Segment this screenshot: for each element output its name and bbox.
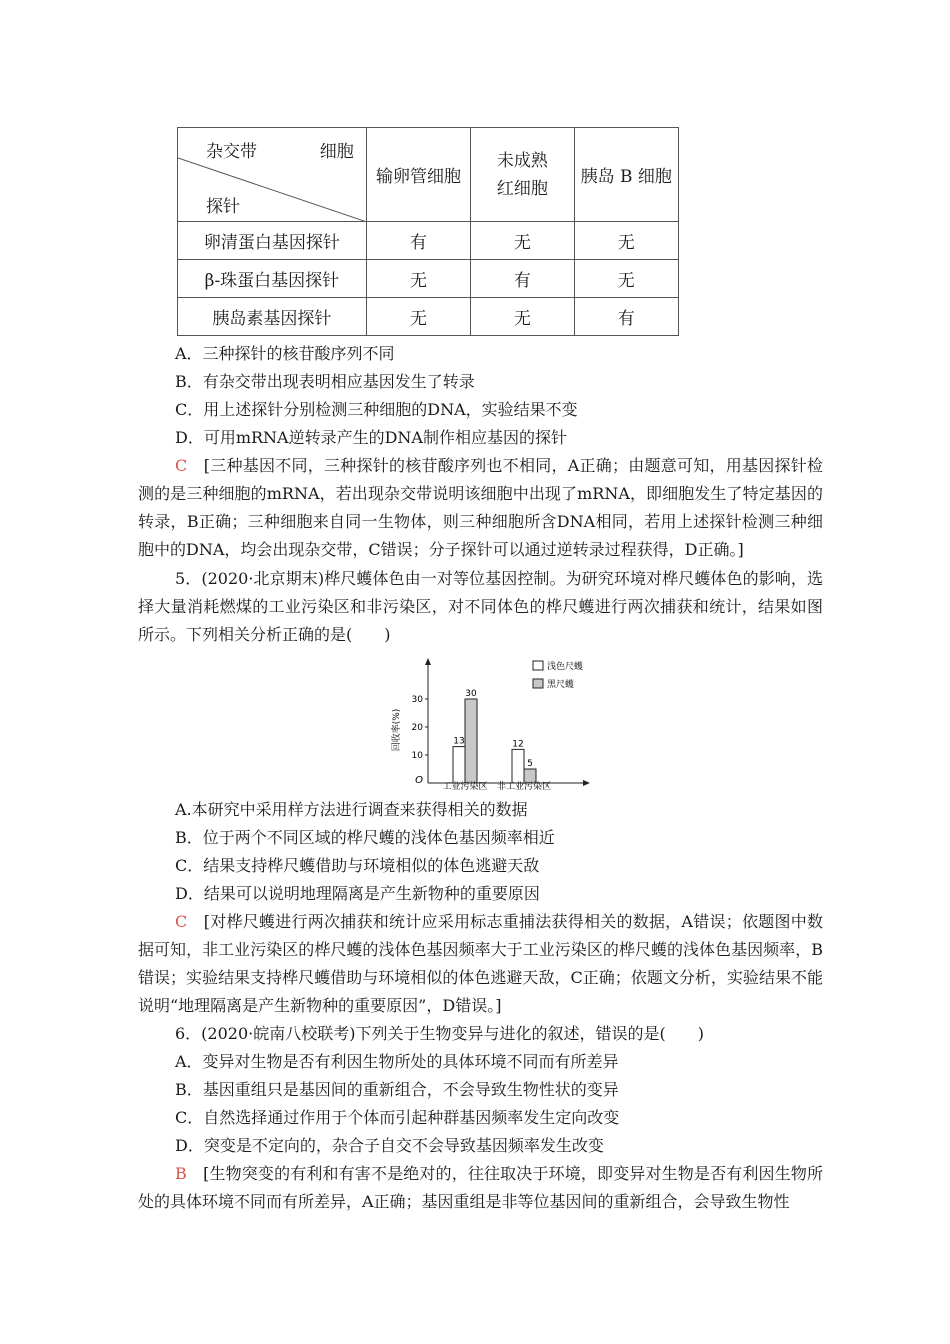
table-cell: 无 [471,222,574,260]
q5-option-d: D．结果可以说明地理隔离是产生新物种的重要原因 [175,884,540,903]
q4-answer: C [175,456,188,475]
q6-stem: 6．(2020·皖南八校联考)下列关于生物变异与进化的叙述，错误的是( ) [175,1024,704,1043]
table-corner-cell [178,128,367,222]
legend-label: 浅色尺蠖 [547,662,584,672]
q6-option-a: A．变异对生物是否有利因生物所处的具体环境不同而有所差异 [175,1052,619,1071]
hybridization-table [177,127,679,336]
column-header-immature-rbc: 未成熟 红细胞 [471,128,574,222]
legend-label: 黑尺蠖 [547,680,575,690]
bar [524,769,536,783]
q5-option-b: B．位于两个不同区域的桦尺蠖的浅体色基因频率相近 [175,828,555,847]
q6-answer: B [175,1164,187,1183]
legend-swatch [533,661,543,670]
q5-stem: 5．(2020·北京期末)桦尺蠖体色由一对等位基因控制。为研究环境对桦尺蠖体色的影响，选择大量消耗燃煤的工业污染区和非污染区，对不同体色的桦尺蠖进行两次捕获和统计，结果如图所示。下列相关分析正确的是( ) [138,569,823,644]
column-header-oviduct: 输卵管细胞 [366,128,470,222]
x-category-label: 非工业污染区 [496,782,552,790]
table-cell: 有 [574,298,678,336]
bar-value-label: 30 [465,689,477,699]
legend-swatch [533,679,543,688]
origin-label: O [415,775,423,786]
y-axis-label: 回收率(%) [392,708,402,752]
q4-option-c: C．用上述探针分别检测三种细胞的DNA，实验结果不变 [175,400,578,419]
table-row [178,222,679,260]
column-header-islet-b: 胰岛 B 细胞 [574,128,678,222]
table-cell: 无 [574,222,678,260]
moth-recapture-chart [390,655,590,790]
table-cell: 无 [366,260,470,298]
corner-label-cell: 细胞 [319,142,354,162]
corner-label-hybrid-band: 杂交带 [206,142,257,162]
bar-value-label: 12 [512,739,524,750]
probe-name: 胰岛素基因探针 [178,298,367,336]
q4-option-a: A．三种探针的核苷酸序列不同 [175,344,395,363]
q6-option-d: D．突变是不定向的，杂合子自交不会导致基因频率发生改变 [175,1136,604,1155]
table-row [178,260,679,298]
y-tick-label: 30 [411,695,423,705]
q5-answer: C [175,912,188,931]
bar [512,749,524,783]
table-cell: 无 [471,298,574,336]
bar [465,699,477,783]
y-tick-label: 10 [411,751,423,761]
bar-value-label: 13 [453,736,465,747]
table-row [178,298,679,336]
corner-label-probe: 探针 [206,197,240,217]
x-axis-arrow [583,780,590,786]
table-cell: 有 [366,222,470,260]
q5-option-a: A.本研究中采用样方法进行调查来获得相关的数据 [175,800,528,819]
q5-explanation: C [对桦尺蠖进行两次捕获和统计应采用标志重捕法获得相关的数据，A错误；依题图中数据可知，非工业污染区的桦尺蠖的浅体色基因频率大于工业污染区的桦尺蠖的浅体色基因频率，B错误；实验结果支持桦尺蠖借助与环境相似的体色逃避天敌，C正确；依题文分析，实验结果不能说明“地理隔离是产生新物种的重要原因”，D错误。] [138,912,823,1015]
bar [453,747,465,783]
table-cell: 无 [366,298,470,336]
q6-explanation: B [生物突变的有利和有害不是绝对的，往往取决于环境，即变异对生物是否有利因生物所处的具体环境不同而有所差异，A正确；基因重组是非等位基因间的重新组合，会导致生物性 [138,1164,823,1211]
y-tick-label: 20 [411,723,423,733]
y-axis-arrow [425,658,431,665]
bar-value-label: 5 [527,759,533,769]
table-cell: 有 [471,260,574,298]
q6-option-b: B．基因重组只是基因间的重新组合，不会导致生物性状的变异 [175,1080,619,1099]
table-cell: 无 [574,260,678,298]
q4-option-b: B．有杂交带出现表明相应基因发生了转录 [175,372,475,391]
q4-explanation: C [三种基因不同，三种探针的核苷酸序列也不相同，A正确；由题意可知，用基因探针检测的是三种细胞的mRNA，若出现杂交带说明该细胞中出现了mRNA，即细胞发生了特定基因的转录，B正确；三种细胞来自同一生物体，则三种细胞所含DNA相同，若用上述探针检测三种细胞中的DNA，均会出现杂交带，C错误；分子探针可以通过逆转录过程获得，D正确。] [138,456,823,559]
q6-option-c: C．自然选择通过作用于个体而引起种群基因频率发生定向改变 [175,1108,620,1127]
probe-name: β-珠蛋白基因探针 [178,260,367,298]
q4-option-d: D．可用mRNA逆转录产生的DNA制作相应基因的探针 [175,428,567,447]
x-category-label: 工业污染区 [442,782,488,790]
probe-name: 卵清蛋白基因探针 [178,222,367,260]
q5-option-c: C．结果支持桦尺蠖借助与环境相似的体色逃避天敌 [175,856,540,875]
